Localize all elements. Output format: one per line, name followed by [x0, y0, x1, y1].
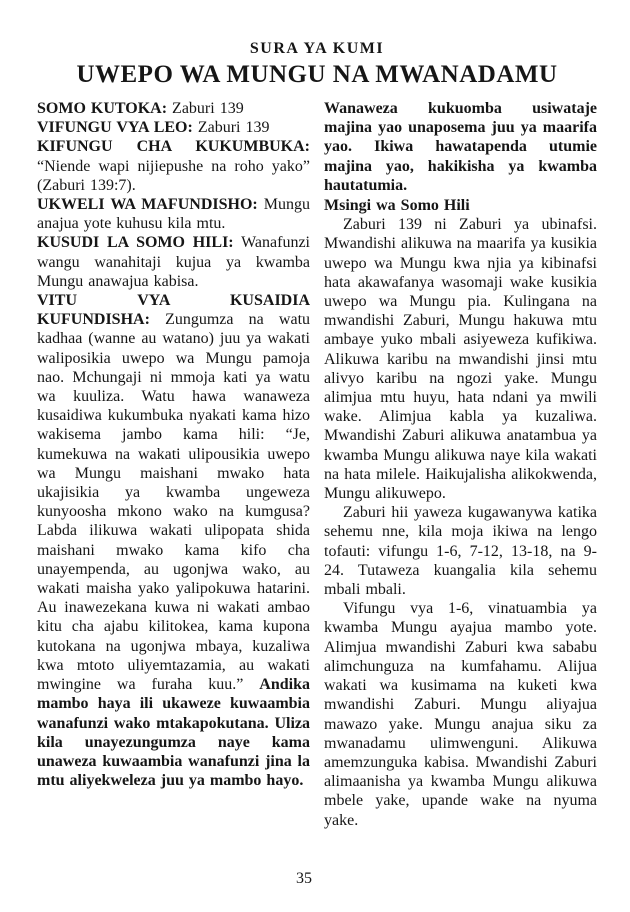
section-text: “Niende wapi nijiepushe na roho yako” (Zaburi 139:7). [37, 157, 310, 194]
page-title: UWEPO WA MUNGU NA MWANADAMU [76, 61, 558, 88]
section-kifungu-cha-kukumbuka [37, 137, 310, 195]
section-text: Mungu anajua yote kuhusu kila mtu. [37, 196, 310, 233]
body-paragraph: Zaburi 139 ni Zaburi ya ubinafsi. Mwandishi alikuwa na maarifa ya kusikia uwepo wa Mungu kwa njia ya kibinafsi hata akawafanya wasomaji wake kusikia uwepo wa Mungu pia. Kulingana na mwandishi Zaburi, Mungu hakuwa mtu ambaye yuko mbali asiyeweza kufikiwa. Alikuwa karibu na mwandishi jinsi mtu alivyo karibu na ngozi yake. Mungu alimjua mtu huyu, hata ndani ya mwili wake. Alimjua kabla ya kuzaliwa. Mwandishi Zaburi alikuwa anatambua ya kwamba Mungu alikuwa naye kila wakati na hata milele. Haikujalisha alikokwenda, Mungu alikuwepo. [324, 216, 597, 503]
section-text: Zaburi 139 [197, 119, 270, 137]
chapter-label: SURA YA KUMI [249, 40, 385, 57]
section-vifungu-vya-leo [37, 118, 310, 137]
section-label: SOMO KUTOKA: [37, 100, 168, 117]
section-label: VITU VYA KUSAIDIA KUFUNDISHA: [37, 292, 310, 329]
body-paragraph: Zaburi hii yaweza kugawanywa katika sehemu nne, kila moja ikiwa na lengo tofauti: vifungu 1-6, 7-12, 13-18, na 9-24. Tutaweza kuangalia kila sehemu mbali mbali. [324, 504, 597, 599]
two-column-text [37, 99, 597, 830]
section-heading-msingi: Msingi wa Somo Hili [324, 197, 470, 215]
continuation-paragraph: Wanaweza kukuomba usiwataje majina yao unaposema juu ya maarifa yao. Ikiwa hawatapenda utumie majina yao, hakikisha ya kwamba hautatumia. [324, 100, 597, 194]
section-vitu-vya-kusaidia [37, 291, 310, 790]
section-label: VIFUNGU VYA LEO: [37, 119, 193, 137]
page-number: 35 [296, 870, 312, 887]
section-label: UKWELI WA MAFUNDISHO: [37, 196, 258, 214]
left-column [37, 99, 310, 830]
right-column [324, 99, 597, 830]
section-text: Wanafunzi wangu wanahitaji kujua ya kwamba Mungu anawajua kabisa. [37, 234, 310, 290]
section-label: KUSUDI LA SOMO HILI: [37, 234, 234, 252]
section-text: Zaburi 139 [172, 100, 244, 117]
section-bold-tail: Andika mambo haya ili ukaweze kuwaambia wanafunzi wako mtakapokutana. Uliza kila unayezungumza naye kama unaweza kuwaambia wanafunzi jina la mtu aliyekweleza juu ya mambo hayo. [37, 676, 310, 790]
section-ukweli-wa-mafundisho [37, 195, 310, 233]
section-somo-kutoka [37, 99, 310, 118]
body-paragraph: Vifungu vya 1-6, vinatuambia ya kwamba Mungu ayajua mambo yote. Alimjua mwandishi Zaburi kwa sababu alimchunguza na kumfahamu. Alijua wakati wa kusimama na kuketi kwa mwandishi Zaburi. Mungu aliyajua mawazo yake. Mungu anajua siku za mwanadamu ulimwenguni. Alikuwa amemzunguka kabisa. Mwandishi Zaburi alimaanisha ya kwamba Mungu alikuwa mbele yake, upande wake na nyuma yake. [324, 600, 597, 829]
section-label: KIFUNGU CHA KUKUMBUKA: [37, 138, 310, 156]
section-kusudi-la-somo [37, 233, 310, 291]
section-text: Zungumza na watu kadhaa (wanne au watano) juu ya wakati waliposikia uwepo wa Mungu pamoja nao. Mchungaji ni mmoja kati ya watu wa kuuliza. Watu hawa wanaweza kusaidiwa kukumbuka nyakati kama hizo wakisema jambo kama hili: “Je, kumekuwa na wakati ulipousikia uwepo wa Mungu maishani mwako hata ukajisikia ya kwamba ungeweza kunyoosha mkono wako na kumgusa? Labda ilikuwa wakati ulipopata shida maishani mwako kama kifo cha unayempenda, au ugonjwa wako, au wakati maisha yako yalipokuwa hatarini. Au inawezekana kuwa ni wakati ambao kitu cha ajabu kilitokea, kama kupona kutokana na ugonjwa mbaya, kuzaliwa kwa mtoto uliyemtazamia, au wakati mwingine wa furaha kuu.” [37, 311, 311, 694]
